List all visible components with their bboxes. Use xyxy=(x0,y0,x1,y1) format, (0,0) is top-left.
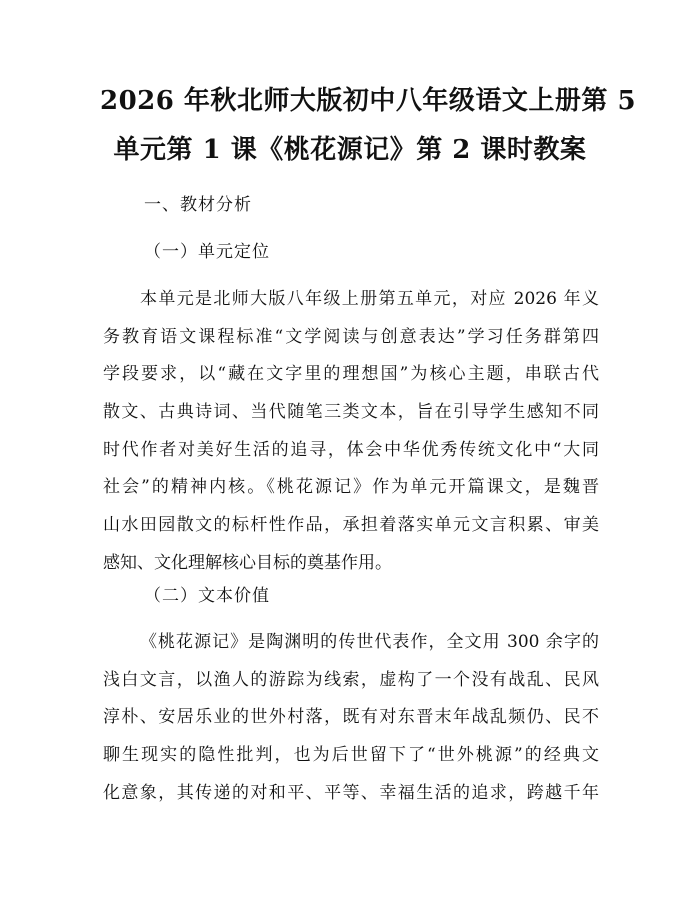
paragraph-line: 本单元是北师大版八年级上册第五单元，对应 2026 年义 xyxy=(140,289,599,309)
paragraph-unit-positioning xyxy=(103,287,599,589)
paragraph-line: 淳朴、安居乐业的世外村落，既有对东晋末年战乱频仍、民不 xyxy=(103,707,599,728)
subsection-heading-text-value: （二）文本价值 xyxy=(144,586,270,606)
paragraph-line: 山水田园散文的标杆性作品，承担着落实单元文言积累、审美 xyxy=(103,515,599,536)
paragraph-line: 化意象，其传递的对和平、平等、幸福生活的追求，跨越千年 xyxy=(103,782,599,803)
paragraph-line: 学段要求，以“藏在文字里的理想国”为核心主题，串联古代 xyxy=(103,364,599,385)
paragraph-line: 社会”的精神内核。《桃花源记》作为单元开篇课文，是魏晋 xyxy=(103,477,599,498)
document-title-line-2: 单元第 1 课《桃花源记》第 2 课时教案 xyxy=(113,135,587,165)
paragraph-line: 《桃花源记》是陶渊明的传世代表作，全文用 300 余字的 xyxy=(140,632,599,652)
paragraph-line: 散文、古典诗词、当代随笔三类文本，旨在引导学生感知不同 xyxy=(103,402,599,423)
subsection-heading-unit-positioning: （一）单元定位 xyxy=(144,242,270,262)
paragraph-text-value xyxy=(103,630,599,818)
paragraph-line: 感知、文化理解核心目标的奠基作用。 xyxy=(103,552,392,573)
paragraph-line: 时代作者对美好生活的追寻，体会中华优秀传统文化中“大同 xyxy=(103,439,599,460)
section-heading-textbook-analysis: 一、教材分析 xyxy=(144,195,252,215)
document-title-line-1: 2026 年秋北师大版初中八年级语文上册第 5 xyxy=(100,86,637,116)
paragraph-line: 聊生现实的隐性批判，也为后世留下了“世外桃源”的经典文 xyxy=(103,745,599,766)
paragraph-line: 浅白文言，以渔人的游踪为线索，虚构了一个没有战乱、民风 xyxy=(103,669,599,690)
paragraph-line: 务教育语文课程标准“文学阅读与创意表达”学习任务群第四 xyxy=(103,326,599,347)
